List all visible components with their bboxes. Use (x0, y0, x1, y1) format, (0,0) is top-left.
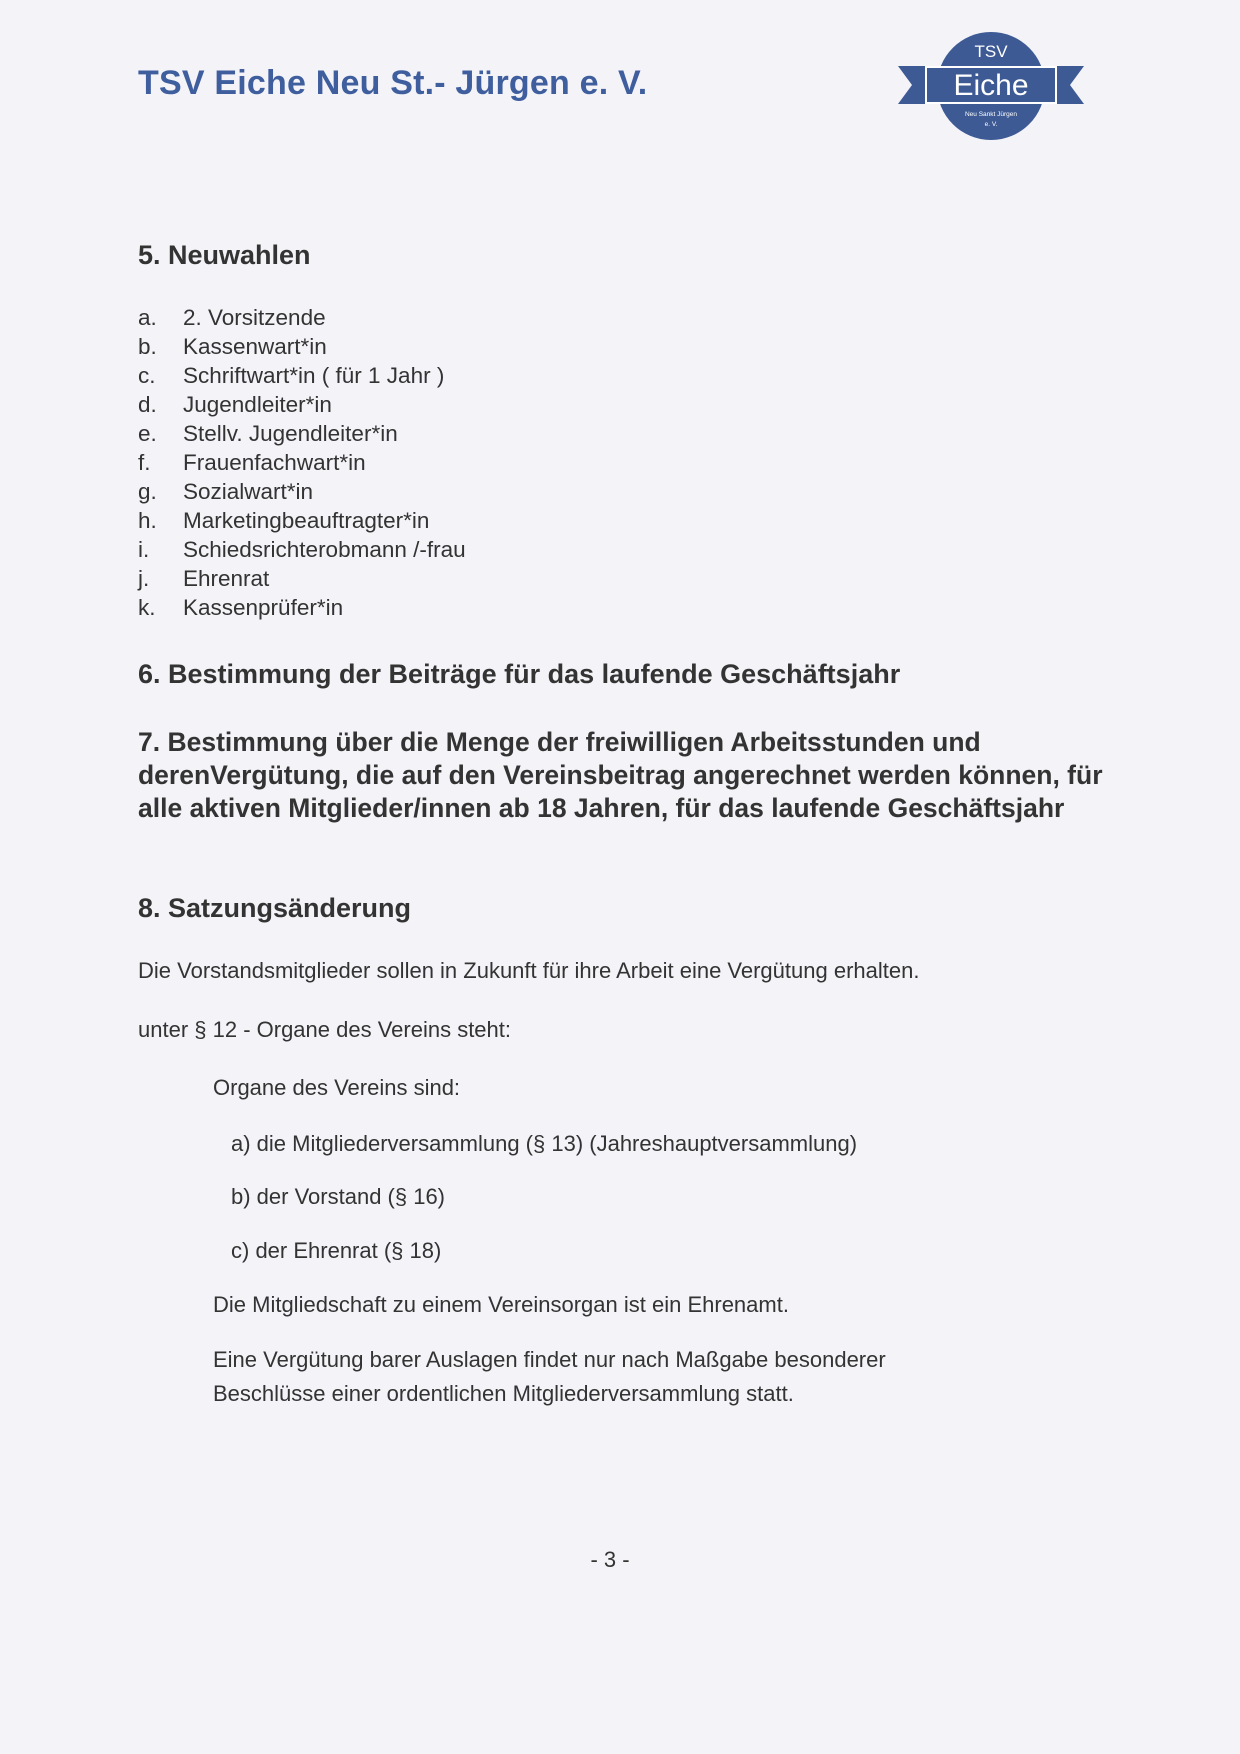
list-text: Ehrenrat (183, 566, 270, 591)
honorary-statement: Die Mitgliedschaft zu einem Vereinsorgan ist ein Ehrenamt. (213, 1292, 789, 1317)
section-8-heading: 8. Satzungsänderung (138, 893, 412, 923)
list-letter: h. (138, 508, 157, 533)
list-letter: j. (138, 566, 150, 591)
list-letter: i. (138, 537, 150, 562)
list-letter: a. (138, 305, 157, 330)
list-item (138, 564, 466, 593)
organ-item: b) der Vorstand (§ 16) (231, 1184, 446, 1209)
election-list (138, 303, 466, 622)
list-letter: e. (138, 421, 157, 446)
compensation-line-1: Eine Vergütung barer Auslagen findet nur nach Maßgabe besonderer (213, 1347, 886, 1372)
list-item (138, 303, 466, 332)
logo-top-text: TSV (974, 42, 1008, 61)
list-text: Sozialwart*in (183, 479, 314, 504)
logo-sub2-text: e. V. (984, 121, 998, 128)
list-letter: k. (138, 595, 156, 620)
list-item (138, 535, 466, 564)
organ-item: c) der Ehrenrat (§ 18) (231, 1238, 442, 1263)
organs-intro: Organe des Vereins sind: (213, 1075, 461, 1100)
organ-item: a) die Mitgliederversammlung (§ 13) (Jahreshauptversammlung) (231, 1131, 858, 1156)
list-text: 2. Vorsitzende (183, 305, 326, 330)
list-letter: g. (138, 479, 157, 504)
section-6-heading: 6. Bestimmung der Beiträge für das laufende Geschäftsjahr (138, 659, 901, 689)
list-item (138, 390, 466, 419)
list-text: Schriftwart*in ( für 1 Jahr ) (183, 363, 445, 388)
list-item (138, 448, 466, 477)
list-text: Kassenprüfer*in (183, 595, 344, 620)
section-5-heading: 5. Neuwahlen (138, 240, 311, 270)
section-8-intro: Die Vorstandsmitglieder sollen in Zukunft für ihre Arbeit eine Vergütung erhalten. (138, 958, 920, 983)
list-text: Kassenwart*in (183, 334, 327, 359)
list-text: Jugendleiter*in (183, 392, 332, 417)
page-number: - 3 - (590, 1547, 630, 1572)
list-letter: d. (138, 392, 157, 417)
list-item (138, 332, 466, 361)
list-item (138, 593, 466, 622)
list-text: Frauenfachwart*in (183, 450, 366, 475)
logo-main-text: Eiche (953, 69, 1029, 102)
list-item (138, 361, 466, 390)
list-letter: b. (138, 334, 157, 359)
list-letter: f. (138, 450, 151, 475)
paragraph-reference: unter § 12 - Organe des Vereins steht: (138, 1017, 512, 1042)
list-item (138, 506, 466, 535)
list-letter: c. (138, 363, 156, 388)
section-7-heading: 7. Bestimmung über die Menge der freiwilligen Arbeitsstunden und derenVergütung, die auf den Vereinsbeitrag angerechnet werden können, für alle aktiven Mitglieder/innen ab 18 Jahren, für das laufende Geschäftsjahr (138, 727, 1103, 823)
logo-sub-text: Neu Sankt Jürgen (964, 111, 1018, 118)
list-item (138, 419, 466, 448)
organization-title: TSV Eiche Neu St.- Jürgen e. V. (138, 64, 648, 102)
compensation-line-2: Beschlüsse einer ordentlichen Mitgliederversammlung statt. (213, 1381, 794, 1406)
list-text: Schiedsrichterobmann /-frau (183, 537, 466, 562)
list-text: Stellv. Jugendleiter*in (183, 421, 398, 446)
list-text: Marketingbeauftragter*in (183, 508, 430, 533)
club-logo (898, 30, 1084, 142)
list-item (138, 477, 466, 506)
